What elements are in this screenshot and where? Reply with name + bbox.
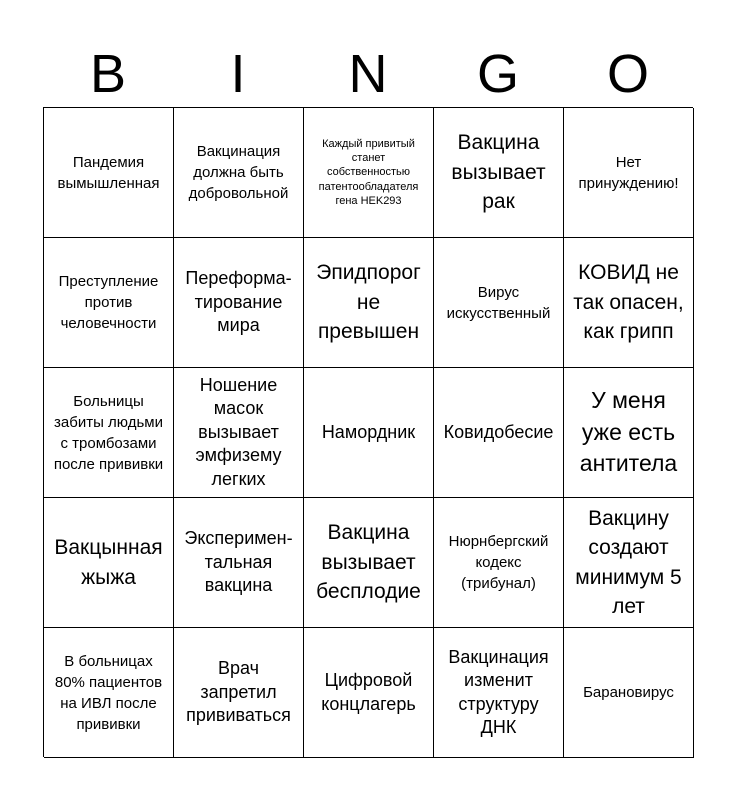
header-letter-n: N [348,44,388,104]
bingo-cell[interactable]: Вакцынная жыжа [44,498,174,628]
bingo-board [43,107,693,757]
header-letter-o: O [606,44,649,104]
bingo-cell[interactable]: Нюрнбергский кодекс (трибунал) [434,498,564,628]
bingo-cell[interactable]: Эпидпорог не превышен [304,238,434,368]
bingo-cell[interactable]: Вакцина вызывает рак [434,108,564,238]
bingo-cell[interactable]: Врач запретил прививаться [174,628,304,758]
bingo-cell[interactable]: Ношение масок вызывает эмфизему легких [174,368,304,498]
bingo-header [43,44,693,104]
bingo-cell[interactable]: Вакцинация изменит структуру ДНК [434,628,564,758]
bingo-cell[interactable]: Больницы забиты людьми с тромбозами после прививки [44,368,174,498]
bingo-cell[interactable]: Каждый привитый станет собственностью патентообладателя гена HEK293 [304,108,434,238]
bingo-cell[interactable]: Цифровой концлагерь [304,628,434,758]
bingo-cell[interactable]: Намордник [304,368,434,498]
header-letter-g: G [476,44,519,104]
bingo-cell[interactable]: Вирус искусственный [434,238,564,368]
bingo-cell[interactable]: У меня уже есть антитела [564,368,694,498]
bingo-cell[interactable]: Ковидобесие [434,368,564,498]
bingo-cell[interactable]: Вакцину создают минимум 5 лет [564,498,694,628]
bingo-cell[interactable]: Эксперимен-тальная вакцина [174,498,304,628]
bingo-cell[interactable]: Нет принуждению! [564,108,694,238]
bingo-cell[interactable]: Вакцина вызывает бесплодие [304,498,434,628]
header-letter-b: B [89,44,127,104]
bingo-cell[interactable]: Барановирус [564,628,694,758]
bingo-cell[interactable]: Переформа-тирование мира [174,238,304,368]
bingo-cell[interactable]: Вакцинация должна быть добровольной [174,108,304,238]
bingo-cell[interactable]: КОВИД не так опасен, как грипп [564,238,694,368]
bingo-cell[interactable]: В больницах 80% пациентов на ИВЛ после прививки [44,628,174,758]
bingo-cell[interactable]: Пандемия вымышленная [44,108,174,238]
bingo-cell[interactable]: Преступление против человечности [44,238,174,368]
header-letter-i: I [230,44,246,104]
